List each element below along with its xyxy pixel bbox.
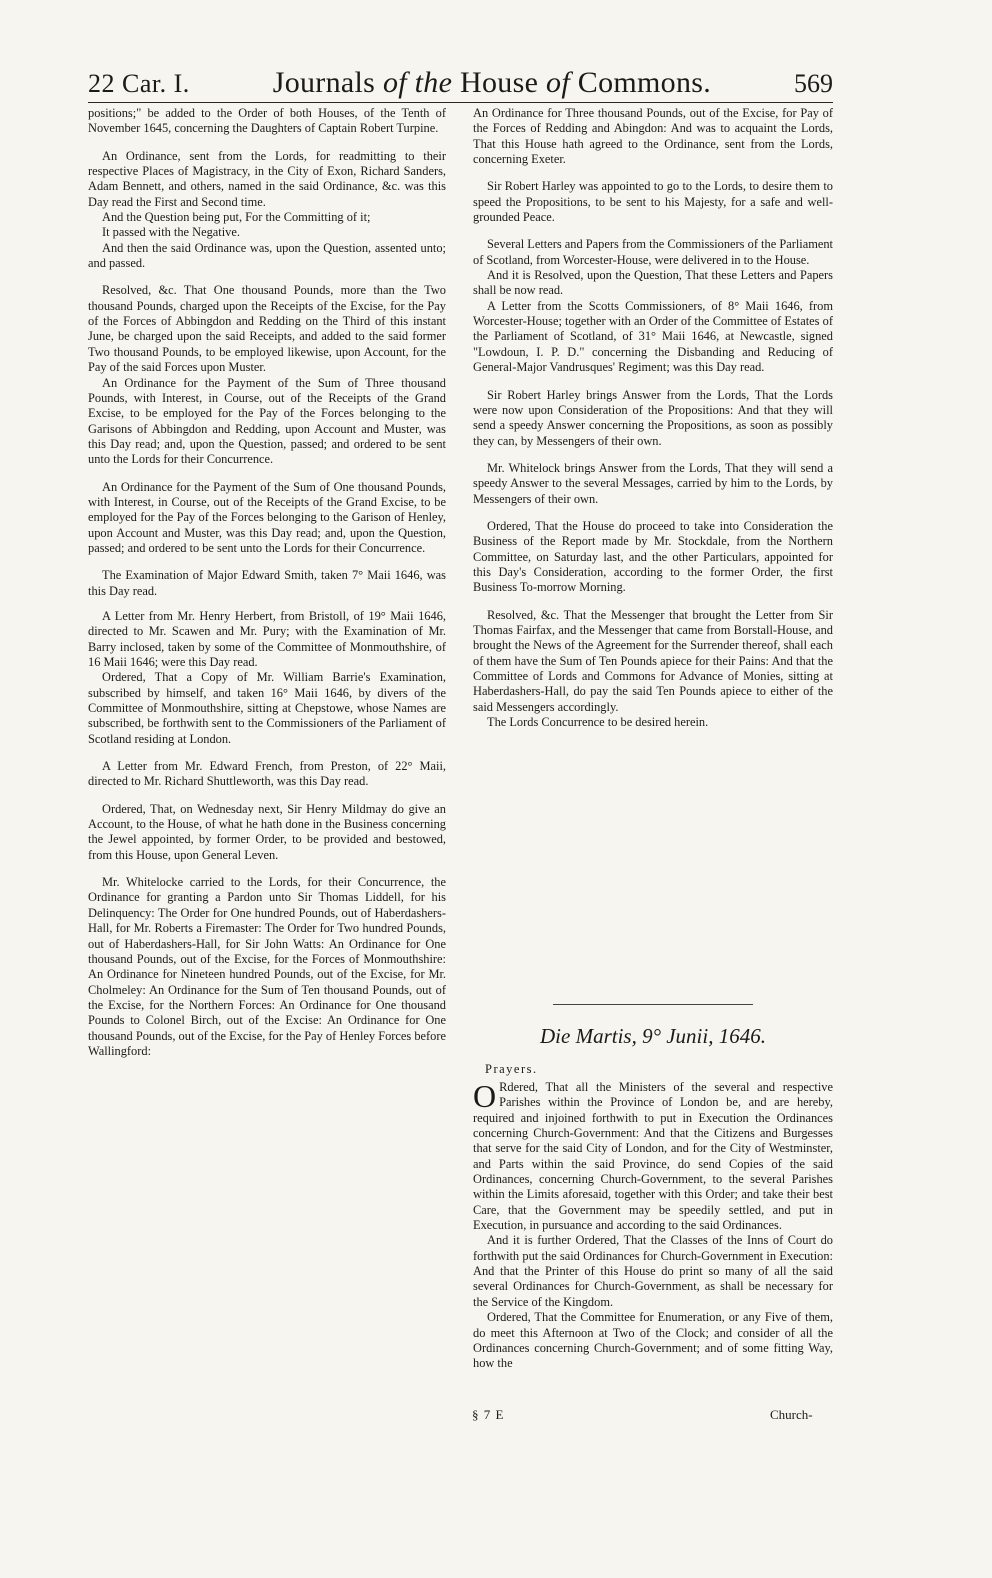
- paragraph: Several Letters and Papers from the Commissioners of the Parliament of Scotland, from Worcester-House, were delivered in to the House.: [473, 237, 833, 267]
- paragraph: Ordered, That, on Wednesday next, Sir Henry Mildmay do give an Account, to the House, of what he hath done in the Business concerning the Jewel appointed, by former Order, to be provided and bestowed, from this House, upon General Leven.: [88, 801, 446, 862]
- paragraph: And then the said Ordinance was, upon the Question, assented unto; and passed.: [88, 240, 446, 271]
- paragraph: Resolved, &c. That the Messenger that brought the Letter from Sir Thomas Fairfax, and the Messenger that came from Borstall-House, and brought the News of the Agreement for the Surrender thereof, shall each of them have the Sum of Ten Pounds apiece for their Pains: And that the Committee of Lords and Commons for Advance of Monies, sitting at Haberdashers-Hall, do pay the said Ten Pounds apiece to either of the said Messengers accordingly.: [473, 607, 833, 714]
- paragraph: A Letter from Mr. Henry Herbert, from Bristoll, of 19° Maii 1646, directed to Mr. Scawen and Mr. Pury; with the Examination of Mr. Barry inclosed, taken by some of the Committee of Monmouthshire, of 16 Maii 1646; were this Day read.: [88, 608, 446, 669]
- paragraph: An Ordinance for Three thousand Pounds, out of the Excise, for Pay of the Forces of Redding and Abingdon: And was to acquaint the Lords, That this House hath agreed to the Ordinance, sent from the Lords, concerning Exeter.: [473, 106, 833, 167]
- paragraph: A Letter from the Scotts Commissioners, of 8° Maii 1646, from Worcester-House; together with an Order of the Committee of Estates of the Parliament of Scotland, of 31° Maii 1646, at Newcastle, signed "Lowdoun, I. P. D." concerning the Disbanding and Reducing of General-Major Vandrusques' Regiment; was this Day read.: [473, 298, 833, 375]
- paragraph: Sir Robert Harley brings Answer from the Lords, That the Lords were now upon Consideration of the Propositions: And that they will send a speedy Answer concerning the Propositions, as soon as possibly they can, by Messengers of their own.: [473, 387, 833, 448]
- date-heading: Die Martis, 9° Junii, 1646.: [540, 1024, 766, 1048]
- paragraph: An Ordinance for the Payment of the Sum of Three thousand Pounds, with Interest, in Course, out of the Receipts of the Grand Excise, to be employed for the Pay of the Forces belonging to the Garisons of Abbingdon and Redding, upon Account and Muster, was this Day read; and, upon the Question, passed; and ordered to be sent unto the Lords for their Concurrence.: [88, 375, 446, 467]
- drop-cap: O: [473, 1078, 497, 1114]
- header-rule: [88, 102, 833, 103]
- paragraph: O Rdered, That all the Ministers of the several and respective Parishes within the Province of London be, and are hereby, required and injoined forthwith to put in Execution the Ordinances concerning Church-Government: And that the Citizens and Burgesses that serve for the said City of London, and for the City of Westminster, and Parts within the said Province, do send Copies of the said Ordinances, concerning Church-Government, to the several Parishes within the Limits aforesaid, together with this Order; and take their best Care, that the Government may be speedily settled, and put in Execution, in pursuance and according to the said Ordinances.: [473, 1078, 833, 1233]
- section-divider: [553, 1004, 753, 1005]
- page-header: [88, 66, 833, 100]
- page-number: 569: [794, 69, 833, 98]
- signature-mark: § 7 E: [472, 1407, 505, 1422]
- running-title: Journals of the House of Commons.: [272, 66, 712, 99]
- paragraph: positions;" be added to the Order of both Houses, of the Tenth of November 1645, concerning the Daughters of Captain Robert Turpine.: [88, 106, 446, 136]
- paragraph: Mr. Whitelock brings Answer from the Lords, That they will send a speedy Answer to the several Messages, carried by him to the Lords, by Messengers of their own.: [473, 460, 833, 506]
- paragraph: The Examination of Major Edward Smith, taken 7° Maii 1646, was this Day read.: [88, 568, 446, 598]
- paragraph: It passed with the Negative.: [102, 225, 240, 240]
- paragraph: Ordered, That the House do proceed to take into Consideration the Business of the Report made by Mr. Stockdale, from the Northern Committee, on Saturday last, and the other Particulars, appointed for this Day's Consideration, according to the former Order, the first Business To-morrow Morning.: [473, 518, 833, 595]
- catchword: Church-: [770, 1407, 813, 1422]
- paragraph: Resolved, &c. That One thousand Pounds, more than the Two thousand Pounds, charged upon the Receipts of the Excise, for the Pay of the Forces of Abbingdon and Redding on the Third of this instant June, be charged upon the said Receipts, and added to the said former Two thousand Pounds, to be employed likewise, upon Account, for the Pay of the said Forces upon Muster.: [88, 283, 446, 375]
- paragraph: The Lords Concurrence to be desired herein.: [487, 715, 709, 730]
- paragraph: Ordered, That a Copy of Mr. William Barrie's Examination, subscribed by himself, and taken 16° Maii 1646, by divers of the Committee of Monmouthshire, sitting at Chepstowe, whose Names are subscribed, be forthwith sent to the Commissioners of the Parliament of Scotland residing at London.: [88, 670, 446, 746]
- right-column: [473, 106, 833, 730]
- paragraph: Sir Robert Harley was appointed to go to the Lords, to desire them to speed the Propositions, to be sent to his Majesty, for a safe and well-grounded Peace.: [473, 179, 833, 225]
- paragraph: And the Question being put, For the Committing of it;: [102, 210, 371, 225]
- left-column: [88, 106, 446, 1059]
- paragraph: An Ordinance, sent from the Lords, for readmitting to their respective Places of Magistracy, in the City of Exon, Richard Sanders, Adam Bennett, and others, named in the said Ordinance, &c. was this Day read the First and Second time.: [88, 148, 446, 209]
- paragraph: Ordered, That the Committee for Enumeration, or any Five of them, do meet this Afternoon at Two of the Clock; and consider of all the Ordinances concerning Church-Government; and of some fitting Way, how the: [473, 1310, 833, 1371]
- paragraph: Mr. Whitelocke carried to the Lords, for their Concurrence, the Ordinance for granting a Pardon unto Sir Thomas Liddell, for his Delinquency: The Order for One hundred Pounds, out of Haberdashers-Hall, for Mr. Roberts a Firemaster: The Order for Two hundred Pounds, out of Haberdashers-Hall, for Sir John Watts: An Ordinance for One thousand Pounds, out of the Excise, for the Forces of Monmouthshire: An Ordinance for Nineteen hundred Pounds, out of the Excise, for Mr. Cholmeley: An Ordinance for the Sum of Ten thousand Pounds, out of the Excise, for the Northern Forces: An Ordinance for One thousand Pounds to Colonel Birch, out of the Excise: An Ordinance for One thousand Pounds, out of the Excise, for the Pay of Henley Forces before Wallingford:: [88, 875, 446, 1058]
- prayers-label: Prayers.: [485, 1062, 538, 1076]
- paragraph: And it is Resolved, upon the Question, That these Letters and Papers shall be now read.: [473, 268, 833, 298]
- paragraph: An Ordinance for the Payment of the Sum of One thousand Pounds, with Interest, in Course, out of the Receipts of the Grand Excise, to be employed for the Pay of the Forces belonging to the Garison of Henley, upon Account and Muster, was this Day read; and, upon the Question, passed; and ordered to be sent unto the Lords for their Concurrence.: [88, 479, 446, 555]
- paragraph: And it is further Ordered, That the Classes of the Inns of Court do forthwith put the said Ordinances for Church-Government in Execution: And that the Printer of this House do print so many of all the said several Ordinances for Church-Government, as shall be necessary for the Service of the Kingdom.: [473, 1233, 833, 1309]
- paragraph: A Letter from Mr. Edward French, from Preston, of 22° Maii, directed to Mr. Richard Shuttleworth, was this Day read.: [88, 759, 446, 789]
- new-day-entries: [473, 1080, 833, 1372]
- regnal-year: 22 Car. I.: [88, 69, 190, 98]
